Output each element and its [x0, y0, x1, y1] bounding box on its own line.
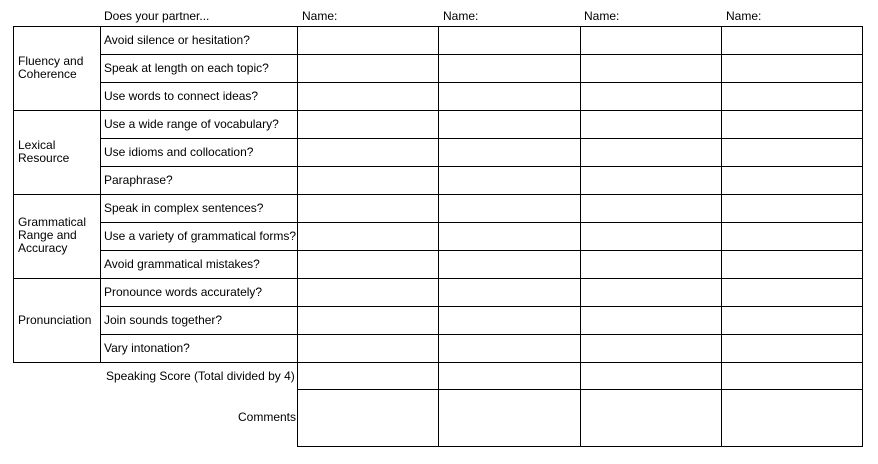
- rating-cell[interactable]: [722, 167, 862, 194]
- question-label: Use a variety of grammatical forms?: [104, 229, 297, 243]
- name-label-2: Name:: [443, 9, 479, 23]
- rating-cell[interactable]: [298, 55, 438, 82]
- rating-cell[interactable]: [298, 111, 438, 138]
- rating-cell[interactable]: [439, 251, 580, 278]
- rating-cell[interactable]: [722, 195, 862, 222]
- question-label: Paraphrase?: [104, 173, 173, 187]
- table-header-prompt: Does your partner...: [104, 9, 210, 23]
- speaking-score-label: Speaking Score (Total divided by 4): [106, 369, 295, 383]
- comments-label: Comments: [238, 410, 297, 424]
- rating-cell[interactable]: [581, 83, 721, 110]
- rating-cell[interactable]: [581, 251, 721, 278]
- question-label: Pronounce words accurately?: [104, 285, 263, 299]
- rating-cell[interactable]: [439, 167, 580, 194]
- rating-cell[interactable]: [581, 195, 721, 222]
- rating-cell[interactable]: [439, 307, 580, 334]
- question-label: Avoid grammatical mistakes?: [104, 257, 260, 271]
- rating-cell[interactable]: [439, 83, 580, 110]
- comment-cell[interactable]: [439, 390, 580, 446]
- category-label-grammatical: Grammatical Range and Accuracy: [18, 215, 87, 255]
- rating-cell[interactable]: [439, 195, 580, 222]
- question-label: Speak in complex sentences?: [104, 201, 264, 215]
- rating-cell[interactable]: [298, 83, 438, 110]
- rating-cell[interactable]: [298, 195, 438, 222]
- rating-cell[interactable]: [722, 139, 862, 166]
- question-label: Use words to connect ideas?: [104, 89, 259, 103]
- score-cell[interactable]: [722, 363, 862, 389]
- comment-cell[interactable]: [722, 390, 862, 446]
- grid-line: [13, 26, 14, 363]
- rating-cell[interactable]: [439, 335, 580, 362]
- rating-cell[interactable]: [439, 55, 580, 82]
- rating-cell[interactable]: [439, 223, 580, 250]
- grid-line: [100, 26, 101, 363]
- rating-cell[interactable]: [722, 83, 862, 110]
- rating-cell[interactable]: [298, 167, 438, 194]
- name-label-3: Name:: [584, 9, 620, 23]
- question-label: Vary intonation?: [104, 341, 190, 355]
- question-label: Speak at length on each topic?: [104, 61, 269, 75]
- category-label-fluency: Fluency and Coherence: [18, 54, 84, 81]
- rating-cell[interactable]: [439, 111, 580, 138]
- rating-cell[interactable]: [581, 139, 721, 166]
- rating-cell[interactable]: [439, 27, 580, 54]
- comment-cell[interactable]: [298, 390, 438, 446]
- rating-cell[interactable]: [581, 55, 721, 82]
- rating-cell[interactable]: [298, 251, 438, 278]
- rating-cell[interactable]: [298, 279, 438, 306]
- rating-cell[interactable]: [581, 111, 721, 138]
- question-label: Use idioms and collocation?: [104, 145, 254, 159]
- rating-cell[interactable]: [439, 279, 580, 306]
- category-label-pronunciation: Pronunciation: [18, 313, 92, 327]
- rating-cell[interactable]: [581, 223, 721, 250]
- question-label: Join sounds together?: [104, 313, 223, 327]
- question-label: Avoid silence or hesitation?: [104, 33, 250, 47]
- rating-cell[interactable]: [722, 335, 862, 362]
- score-cell[interactable]: [581, 363, 721, 389]
- question-label: Use a wide range of vocabulary?: [104, 117, 279, 131]
- rating-cell[interactable]: [581, 307, 721, 334]
- rating-cell[interactable]: [439, 139, 580, 166]
- rating-cell[interactable]: [722, 27, 862, 54]
- rating-cell[interactable]: [581, 335, 721, 362]
- rating-cell[interactable]: [298, 223, 438, 250]
- rating-cell[interactable]: [581, 27, 721, 54]
- rating-cell[interactable]: [722, 55, 862, 82]
- rating-cell[interactable]: [722, 111, 862, 138]
- name-label-4: Name:: [726, 9, 762, 23]
- rating-cell[interactable]: [722, 223, 862, 250]
- grid-line: [862, 26, 863, 447]
- rating-cell[interactable]: [298, 307, 438, 334]
- rating-cell[interactable]: [722, 251, 862, 278]
- score-cell[interactable]: [298, 363, 438, 389]
- score-cell[interactable]: [439, 363, 580, 389]
- rating-cell[interactable]: [581, 279, 721, 306]
- rating-cell[interactable]: [581, 167, 721, 194]
- category-label-lexical: Lexical Resource: [18, 138, 70, 165]
- rating-cell[interactable]: [722, 307, 862, 334]
- rating-cell[interactable]: [298, 335, 438, 362]
- comment-cell[interactable]: [581, 390, 721, 446]
- rating-cell[interactable]: [298, 139, 438, 166]
- rating-cell[interactable]: [722, 279, 862, 306]
- name-label-1: Name:: [302, 9, 338, 23]
- rating-cell[interactable]: [298, 27, 438, 54]
